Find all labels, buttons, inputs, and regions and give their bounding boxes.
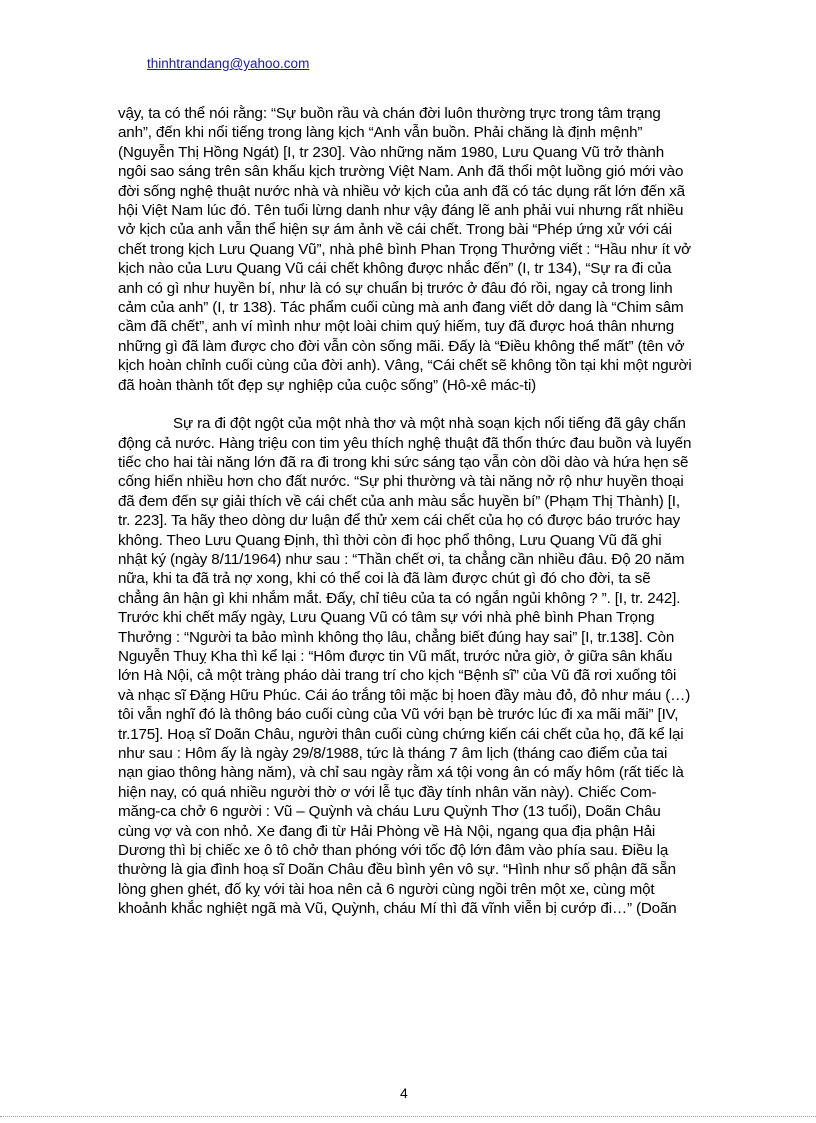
page-bottom-divider xyxy=(0,1116,816,1117)
body-text xyxy=(118,104,692,919)
paragraph-2: Sự ra đi đột ngột của một nhà thơ và một nhà soạn kịch nổi tiếng đã gây chấn động cả nước. Hàng triệu con tim yêu thích nghệ thuật đã thổn thức đau buồn và luyến tiếc cho hai tài năng lớn đã ra đi trong khi sức sáng tạo vẫn còn dồi dào và hứa hẹn sẽ cống hiến nhiều hơn cho đất nước. “Sự phi thường và tài năng nở rộ như huyền thoại đã đem đến sự giải thích về cái chết của anh màu sắc huyền bí” (Phạm Thị Thành) [I, tr. 223]. Ta hãy theo dòng dư luận để thử xem cái chết của họ có được báo trước hay không. Theo Lưu Quang Định, thì thời còn đi học phổ thông, Lưu Quang Vũ đã ghi nhật ký (ngày 8/11/1964) như sau : “Thần chết ơi, ta chẳng cần nhiều đâu. Độ 20 năm nữa, khi ta đã trả nợ xong, khi có thể coi là đã làm được chút gì đó cho đời, ta sẽ chẳng ân hận gì khi nhắm mắt. Đấy, chỉ tiêu của ta có ngắn ngủi không ? ”. [I, tr. 242]. Trước khi chết mấy ngày, Lưu Quang Vũ có tâm sự với nhà phê bình Phan Trọng Thưởng : “Người ta bảo mình không thọ lâu, chẳng biết đúng hay sai” [I, tr.138]. Còn Nguyễn Thuỵ Kha thì kể lại : “Hôm được tin Vũ mất, trước nửa giờ, ở giữa sân khấu lớn Hà Nội, cả một tràng pháo dài trang trí cho kịch “Bệnh sĩ” của Vũ đã rơi xuống tôi và nhạc sĩ Đặng Hữu Phúc. Cái áo trắng tôi mặc bị hoen đầy màu đỏ, đỏ như máu (…) tôi vẫn nghĩ đó là thông báo cuối cùng của Vũ với bạn bè trước lúc đi xa mãi mãi” [IV, tr.175]. Hoạ sĩ Doãn Châu, người thân cuối cùng chứng kiến cái chết của họ, đã kể lại như sau : Hôm ấy là ngày 29/8/1988, tức là tháng 7 âm lịch (tháng cao điểm của tai nạn giao thông hàng năm), và chỉ sau ngày rằm xá tội vong ân có mấy hôm (rất tiếc là hiện nay, có quá nhiều người thờ ơ với lễ tục đầy tính nhân văn này). Chiếc Com-măng-ca chở 6 người : Vũ – Quỳnh và cháu Lưu Quỳnh Thơ (13 tuổi), Doãn Châu cùng vợ và con nhỏ. Xe đang đi từ Hải Phòng về Hà Nội, ngang qua địa phận Hải Dương thì bị chiếc xe ô tô chở than phóng với tốc độ lớn đâm vào phía sau. Điều lạ thường là gia đình hoạ sĩ Doãn Châu đều bình yên vô sự. “Hình như số phận đã sẵn lòng ghen ghét, đố kỵ với tài hoa nên cả 6 người cùng ngồi trên một xe, cùng một khoảnh khắc nghiệt ngã mà Vũ, Quỳnh, cháu Mí thì đã vĩnh viễn bị cướp đi…” (Doãn xyxy=(118,415,692,918)
paragraph-1: vậy, ta có thể nói rằng: “Sự buồn rầu và chán đời luôn thường trực trong tâm trạng anh”, đến khi nổi tiếng trong làng kịch “Anh vẫn buồn. Phải chăng là định mệnh” (Nguyễn Thị Hồng Ngát) [I, tr 230]. Vào những năm 1980, Lưu Quang Vũ trở thành ngôi sao sáng trên sân khấu kịch trường Việt Nam. Anh đã thổi một luồng gió mới vào đời sống nghệ thuật nước nhà và nhiều vở kịch của anh đã có tác dụng rất lớn đến xã hội Việt Nam lúc đó. Tên tuổi lừng danh như vậy đáng lẽ anh phải vui nhưng rất nhiều vở kịch của anh vẫn thể hiện sự ám ảnh về cái chết. Trong bài “Phép ứng xử với cái chết trong kịch Lưu Quang Vũ”, nhà phê bình Phan Trọng Thưởng viết : “Hầu như ít vở kịch nào của Lưu Quang Vũ cái chết không được nhắc đến” (I, tr 134), “Sự ra đi của anh có gì như huyền bí, như là có sự chuẩn bị trước ở đâu đó rồi, ngay cả trong linh cảm của anh” (I, tr 138). Tác phẩm cuối cùng mà anh đang viết dở dang là “Chim sâm cầm đã chết”, anh ví mình như một loài chim quý hiếm, tuy đã được hoá thân nhưng những gì đã làm được cho đời vẫn còn sống mãi. Đấy là “Điều không thể mất” (tên vở kịch hoàn chỉnh cuối cùng của đời anh). Vâng, “Cái chết sẽ không tồn tại khi một người đã hoàn thành tốt đẹp sự nghiệp của cuộc sống” (Hô-xê mác-ti) xyxy=(118,105,692,394)
page-number: 4 xyxy=(400,1085,408,1101)
author-email-link[interactable]: thinhtrandang@yahoo.com xyxy=(147,56,310,71)
